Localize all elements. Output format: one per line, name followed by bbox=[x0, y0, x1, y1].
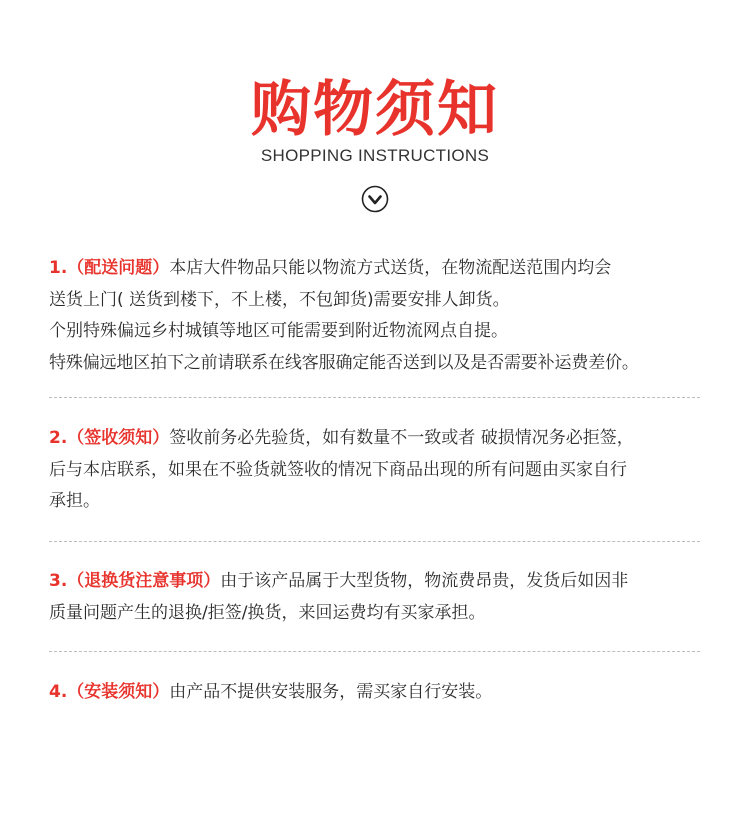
section-heading: 1.（配送问题） bbox=[49, 258, 170, 278]
section-text: 个别特殊偏远乡村城镇等地区可能需要到附近物流网点自提。 bbox=[49, 321, 508, 341]
section-text: 由产品不提供安装服务，需买家自行安装。 bbox=[169, 682, 493, 702]
section-heading: 3.（退换货注意事项） bbox=[49, 571, 221, 591]
divider bbox=[49, 397, 700, 398]
section-delivery bbox=[49, 253, 709, 379]
section-text: 送货上门( 送货到楼下，不上楼，不包卸货)需要安排人卸货。 bbox=[49, 289, 510, 310]
section-text: 特殊偏远地区拍下之前请联系在线客服确定能否送到以及是否需要补运费差价。 bbox=[49, 352, 639, 373]
divider bbox=[49, 651, 700, 652]
page-title: 购物须知 bbox=[251, 75, 499, 145]
section-text: 由于该产品属于大型货物，物流费昂贵，发货后如因非 bbox=[220, 571, 629, 591]
section-heading: 2.（签收须知） bbox=[49, 428, 170, 448]
page-subtitle: SHOPPING INSTRUCTIONS bbox=[260, 146, 490, 165]
section-heading: 4.（安装须知） bbox=[49, 682, 170, 702]
section-text: 质量问题产生的退换/拒签/换货，来回运费均有买家承担。 bbox=[49, 602, 486, 623]
section-returns bbox=[49, 566, 709, 629]
section-text: 签收前务必先验货，如有数量不一致或者 破损情况务必拒签， bbox=[169, 428, 634, 448]
section-text: 承担。 bbox=[49, 491, 100, 511]
chevron-down-circle-icon bbox=[361, 185, 389, 213]
section-signing bbox=[49, 423, 709, 518]
divider bbox=[49, 541, 700, 542]
section-text: 本店大件物品只能以物流方式送货，在物流配送范围内均会 bbox=[169, 258, 612, 278]
section-text: 后与本店联系，如果在不验货就签收的情况下商品出现的所有问题由买家自行 bbox=[49, 459, 627, 480]
section-installation bbox=[49, 677, 709, 709]
